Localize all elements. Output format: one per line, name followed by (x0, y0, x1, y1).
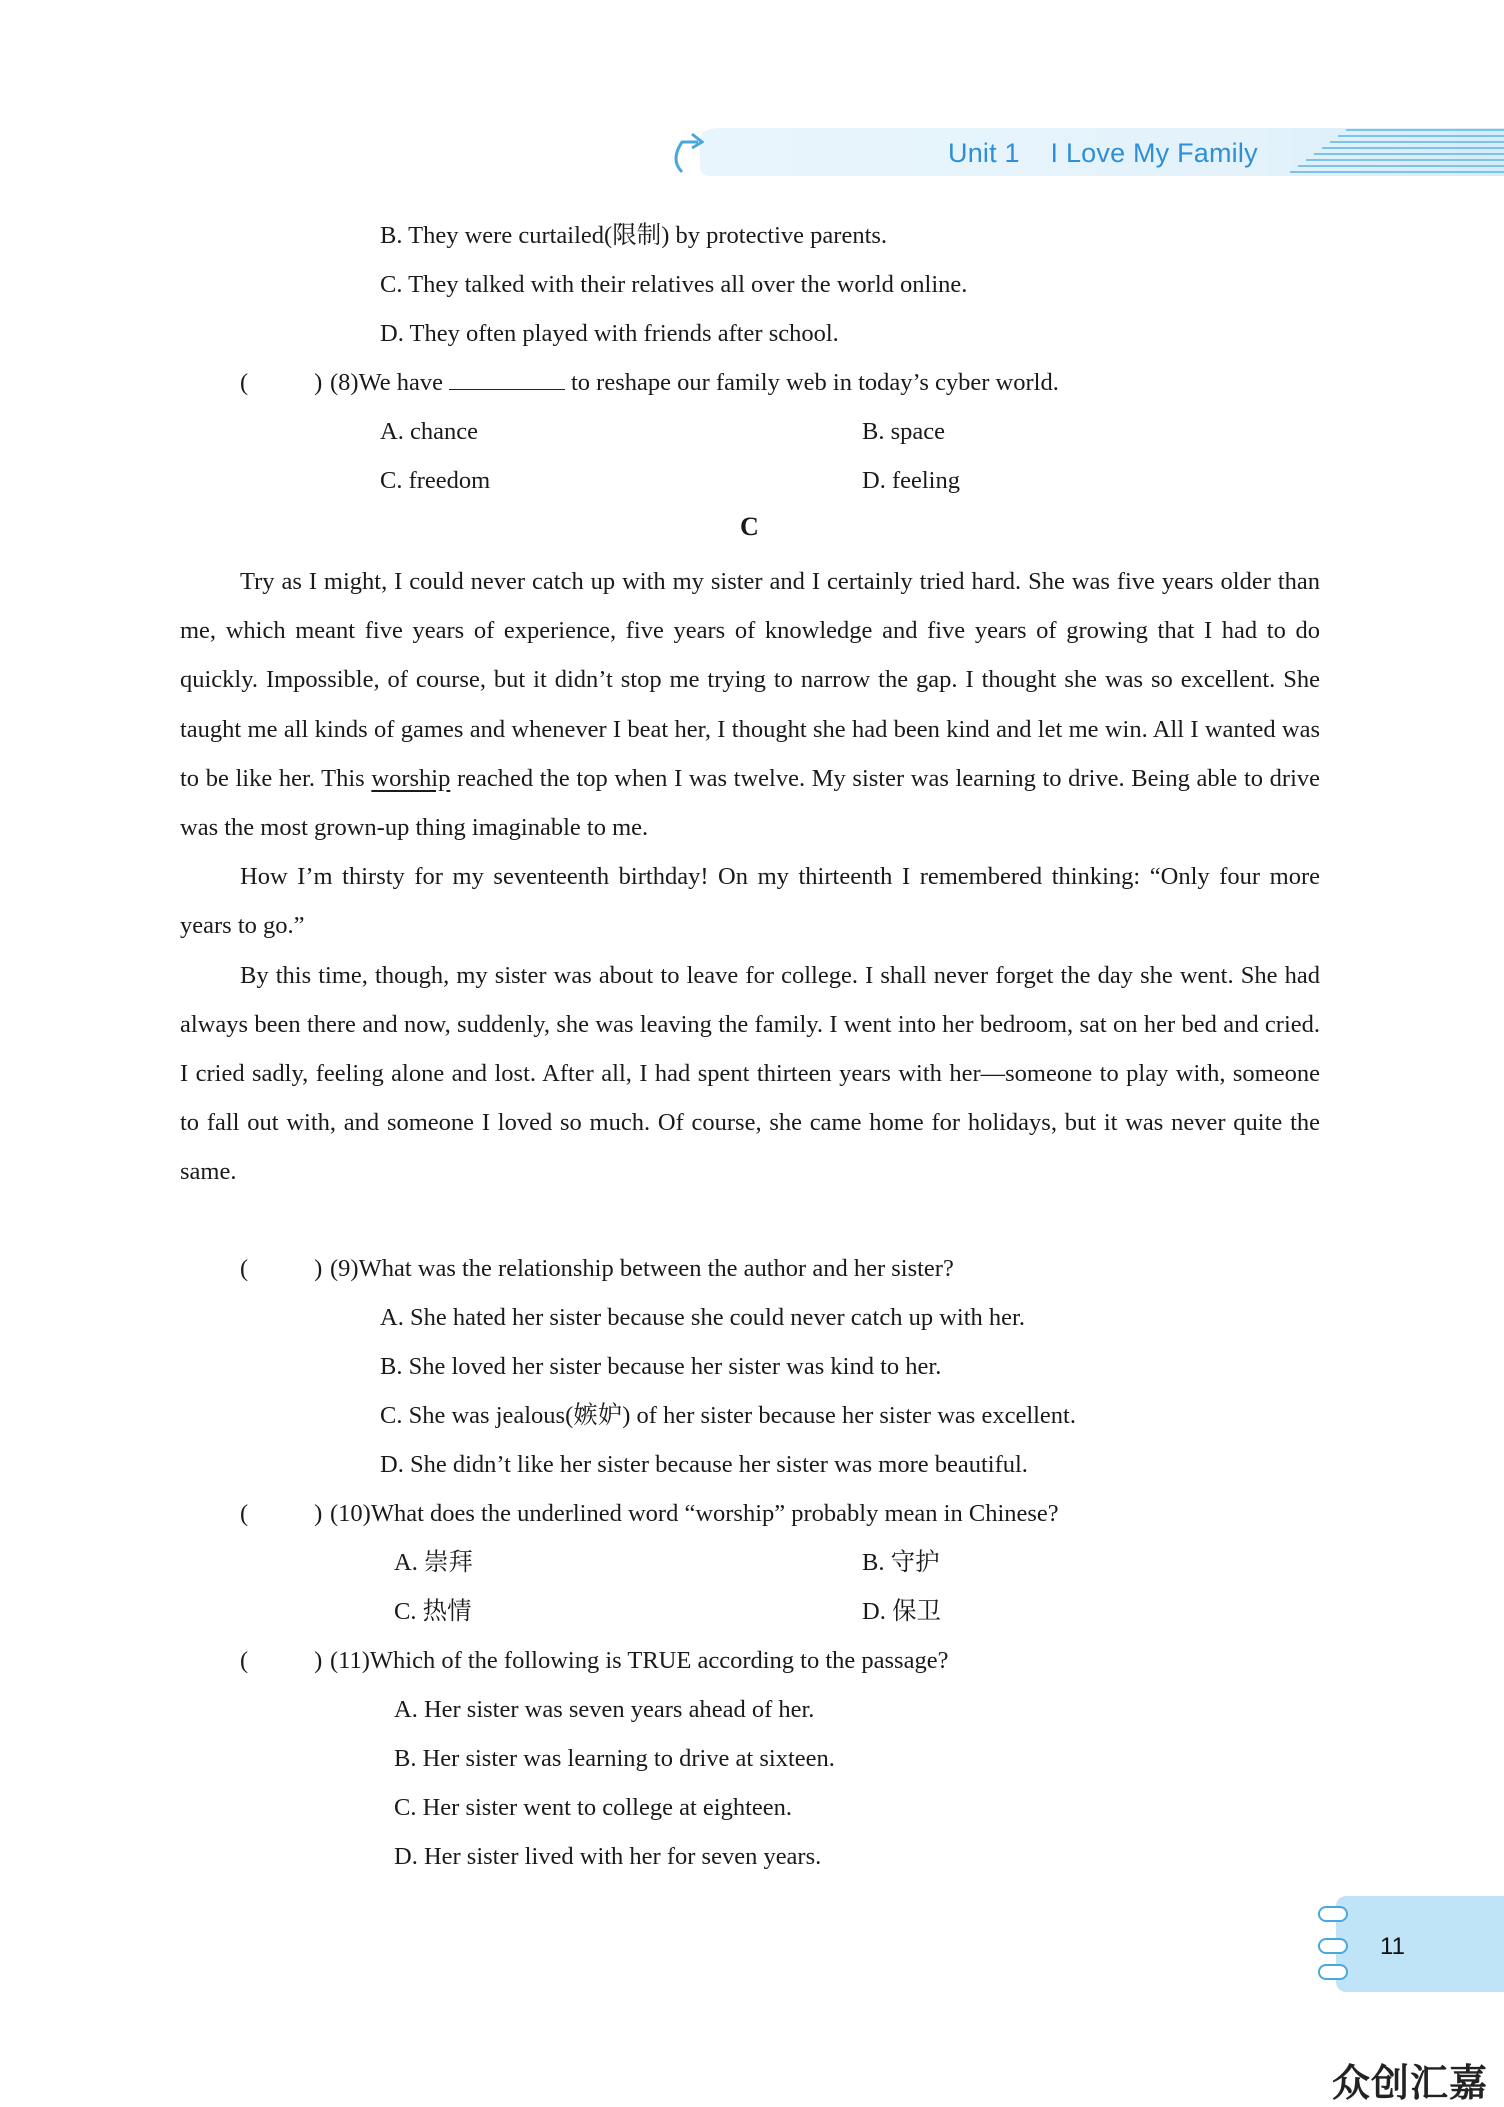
passage-paragraph-1 (180, 557, 1320, 852)
q10-answer-paren[interactable] (240, 1496, 322, 1532)
q10-stem: (10)What does the underlined word “worship” probably mean in Chinese? (330, 1500, 1059, 1527)
q11-option-a: A. Her sister was seven years ahead of her. (394, 1696, 815, 1723)
q8-stem (330, 365, 1059, 401)
q7-option-d: D. They often played with friends after school. (380, 320, 839, 347)
q8-option-d: D. feeling (862, 467, 960, 494)
close-paren: ) (314, 369, 323, 396)
q8-stem-after: to reshape our family web in today’s cyber world. (571, 369, 1059, 396)
q11-option-d: D. Her sister lived with her for seven years. (394, 1843, 822, 1870)
q8-stem-before: We have (358, 369, 443, 396)
close-paren: ) (314, 1500, 323, 1527)
q9-answer-paren[interactable] (240, 1251, 322, 1287)
q11-stem: (11)Which of the following is TRUE according to the passage? (330, 1647, 949, 1674)
underlined-word: worship (371, 764, 451, 792)
p1-text-a: Try as I might, I could never catch up with my sister and I certainly tried hard. She was five years older than me, which meant five years of experience, five years of knowledge and five years of growing that I had to do quickly. Impossible, of course, but it didn’t stop me trying to narrow the gap. I thought she was so excellent. She taught me all kinds of games and whenever I beat her, I thought she had been kind and let me win. All I wanted was to be like her. This (180, 568, 1320, 792)
unit-title: Unit 1 I Love My Family (948, 138, 1258, 168)
q8-option-b: B. space (862, 418, 945, 445)
q8-blank (449, 389, 565, 390)
q8-answer-paren[interactable] (240, 365, 322, 401)
q10-option-c: C. 热情 (394, 1598, 472, 1625)
q9-stem: (9)What was the relationship between the author and her sister? (330, 1255, 954, 1282)
q9-option-c: C. She was jealous(嫉妒) of her sister because her sister was excellent. (380, 1402, 1076, 1429)
q8-option-a: A. chance (380, 418, 478, 445)
q10-option-d: D. 保卫 (862, 1598, 941, 1625)
passage-paragraph-3: By this time, though, my sister was about to leave for college. I shall never forget the day she went. She had always been there and now, suddenly, she was leaving the family. I went into her bedroom, sat on her bed and cried. I cried sadly, feeling alone and lost. After all, I had spent thirteen years with her—someone to play with, someone to fall out with, and someone I loved so much. Of course, she came home for holidays, but it was never quite the same. (180, 961, 1320, 1186)
q9-option-a: A. She hated her sister because she could never catch up with her. (380, 1304, 1025, 1331)
q7-option-b: B. They were curtailed(限制) by protective parents. (380, 222, 888, 249)
q7-option-c: C. They talked with their relatives all over the world online. (380, 271, 968, 298)
open-paren: ( (240, 1500, 249, 1527)
q10-option-a: A. 崇拜 (394, 1549, 473, 1576)
q8-option-c: C. freedom (380, 467, 491, 494)
q11-option-c: C. Her sister went to college at eighteen. (394, 1794, 792, 1821)
q8-number: (8) (330, 369, 359, 396)
open-paren: ( (240, 1647, 249, 1674)
page-number-tab (1336, 1896, 1504, 1992)
p1-text-b: reached the top when I was twelve. My sister was learning to drive. Being able to drive was the most grown-up thing imaginable to me. (180, 764, 1320, 842)
open-paren: ( (240, 369, 249, 396)
page-number: 11 (1380, 1933, 1405, 1960)
q9-option-d: D. She didn’t like her sister because her sister was more beautiful. (380, 1451, 1028, 1478)
binder-ring-icon (1318, 1906, 1348, 1922)
q11-answer-paren[interactable] (240, 1643, 322, 1679)
q9-option-b: B. She loved her sister because her sister was kind to her. (380, 1353, 942, 1380)
arrow-icon (668, 130, 704, 176)
q10-option-b: B. 守护 (862, 1549, 940, 1576)
binder-ring-icon (1318, 1938, 1348, 1954)
binder-ring-icon (1318, 1964, 1348, 1980)
watermark: 众创汇嘉 (1332, 2061, 1489, 2105)
passage-paragraph-2: How I’m thirsty for my seventeenth birthday! On my thirteenth I remembered thinking: “Only four more years to go.” (180, 863, 1320, 940)
close-paren: ) (314, 1647, 323, 1674)
close-paren: ) (314, 1255, 323, 1282)
q11-option-b: B. Her sister was learning to drive at sixteen. (394, 1745, 835, 1772)
section-label: C (740, 512, 759, 541)
open-paren: ( (240, 1255, 249, 1282)
passage (180, 557, 1320, 1197)
